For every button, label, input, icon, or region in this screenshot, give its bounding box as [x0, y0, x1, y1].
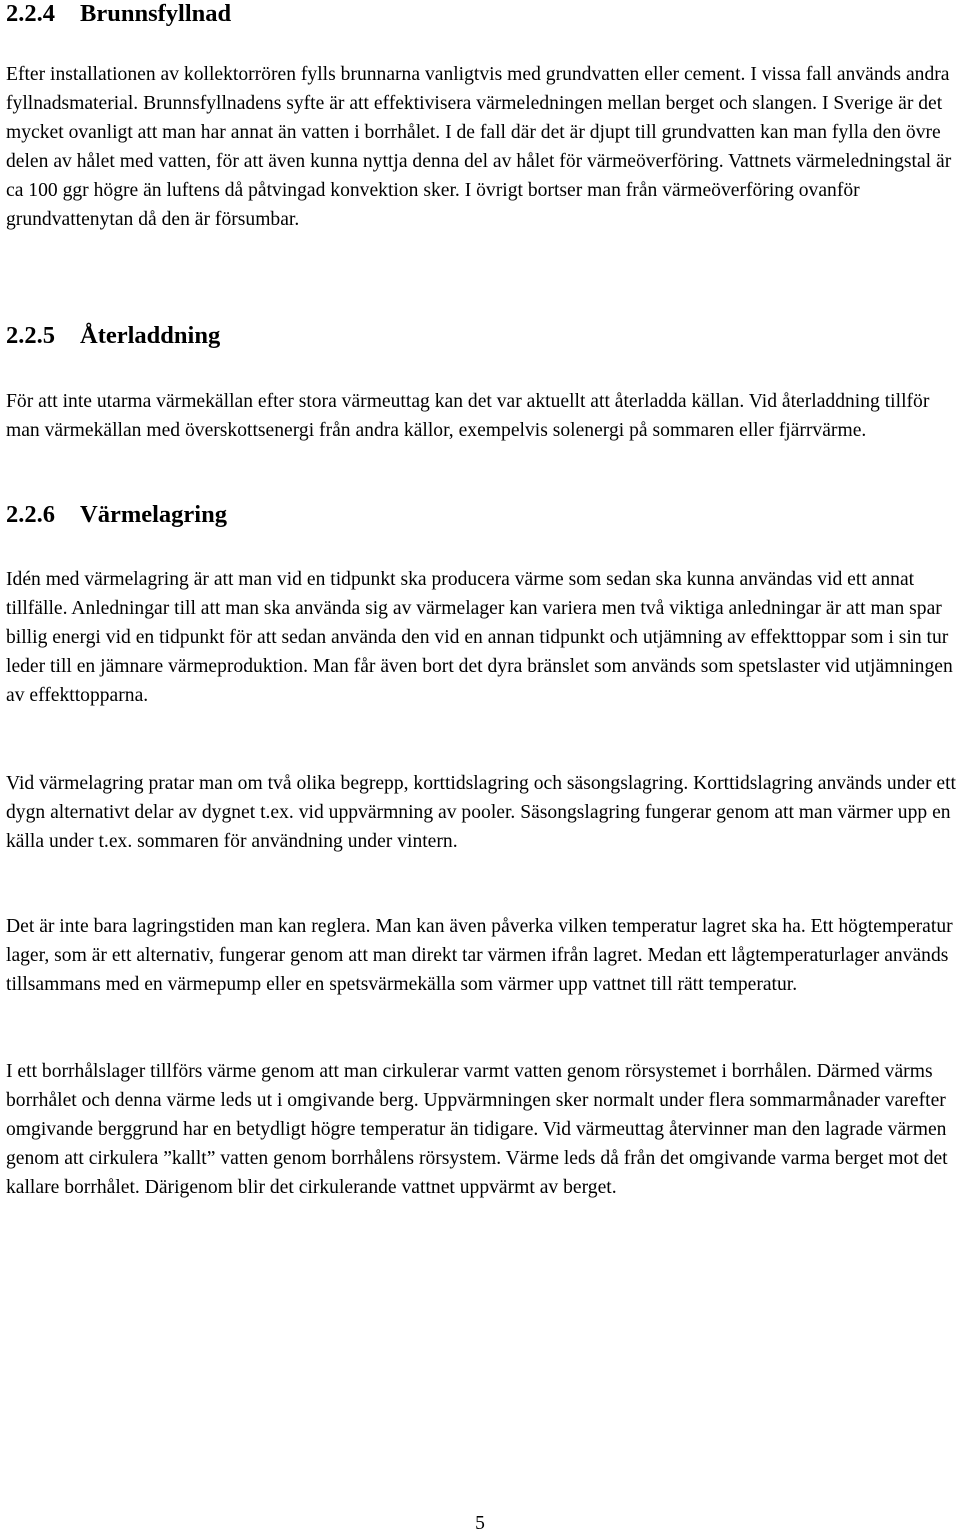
- paragraph-brunnsfyllnad: Efter installationen av kollektorrören fylls brunnarna vanligtvis med grundvatten eller cement. I vissa fall används andra fyllnadsmaterial. Brunnsfyllnadens syfte är att effektivisera värmeledningen mellan berget och slangen. I Sverige är det mycket ovanligt att man har annat än vatten i borrhålet. I de fall där det är djupt till grundvatten kan man fylla den övre delen av hålet med vatten, för att även kunna nyttja denna del av hålet för värmeöverföring. Vattnets värmeledningstal är ca 100 ggr högre än luftens då påtvingad konvektion sker. I övrigt bortser man från värmeöverföring ovanför grundvattenytan då den är försumbar.: [6, 64, 952, 230]
- section-heading-varmelagring: [6, 501, 227, 529]
- paragraph-varmelagring-temperatur: Det är inte bara lagringstiden man kan reglera. Man kan även påverka vilken temperatur lagret ska ha. Ett högtemperatur lager, som är ett alternativ, fungerar genom att man direkt tar värmen ifrån lagret. Medan ett lågtemperaturlager används tillsammans med en värmepump eller en spetsvärmekälla som värmer upp vattnet till rätt temperatur.: [6, 916, 953, 995]
- page-number: 5: [475, 1513, 485, 1534]
- paragraph-aterladdning: För att inte utarma värmekällan efter stora värmeuttag kan det var aktuellt att återladda källan. Vid återladdning tillför man värmekällan med överskottsenergi från andra källor, exempelvis solenergi på sommaren eller fjärrvärme.: [6, 391, 930, 441]
- paragraph-varmelagring-begrepp: Vid värmelagring pratar man om två olika begrepp, korttidslagring och säsongslagring. Korttidslagring används under ett dygn alternativt delar av dygnet t.ex. vid uppvärmning av pooler. Säsongslagring fungerar genom att man värmer upp en källa under t.ex. sommaren för användning under vintern.: [6, 773, 956, 852]
- paragraph-varmelagring-borrhalslager: I ett borrhålslager tillförs värme genom att man cirkulerar varmt vatten genom rörsystemet i borrhålen. Därmed värms borrhålet och denna värme leds ut i omgivande berg. Uppvärmningen sker normalt under flera sommarmånader varefter omgivande berggrund har en betydligt högre temperatur än tidigare. Vid värmeuttag återvinner man den lagrade värmen genom att cirkulera ”kallt” vatten genom borrhålens rörsystem. Värme leds då från det omgivande varma berget mot det kallare borrhålet. Därigenom blir det cirkulerande vattnet uppvärmt av berget.: [6, 1061, 948, 1198]
- section-title: Brunnsfyllnad: [80, 0, 232, 27]
- section-heading-aterladdning: [6, 322, 220, 350]
- paragraph-varmelagring-intro: Idén med värmelagring är att man vid en tidpunkt ska producera värme som sedan ska kunna användas vid ett annat tillfälle. Anledningar till att man ska använda sig av värmelager kan variera men två viktiga anledningar är att man spar billig energi vid en tidpunkt för att sedan använda den vid en annan tidpunkt och utjämning av effekttoppar som i sin tur leder till en jämnare värmeproduktion. Man får även bort det dyra bränslet som används som spetslaster vid utjämningen av effekttopparna.: [6, 569, 953, 706]
- section-title: Värmelagring: [80, 501, 227, 528]
- section-number: 2.2.4: [6, 0, 55, 27]
- section-title: Återladdning: [80, 322, 221, 349]
- section-heading-brunnsfyllnad: [6, 0, 231, 28]
- section-number: 2.2.6: [6, 501, 55, 528]
- section-number: 2.2.5: [6, 322, 55, 349]
